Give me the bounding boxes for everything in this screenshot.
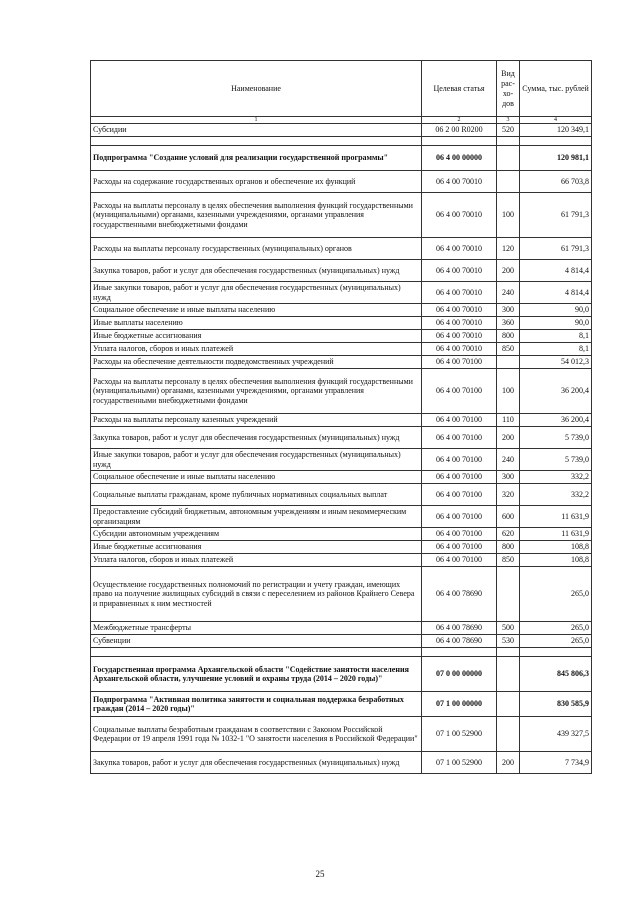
cell-sum: 8,1 — [520, 343, 592, 356]
cell-type: 850 — [497, 343, 520, 356]
spacer-cell — [497, 648, 520, 657]
cell-type — [497, 657, 520, 692]
cell-name: Иные выплаты населению — [91, 317, 422, 330]
table-row — [91, 369, 592, 414]
table-row — [91, 317, 592, 330]
table-spacer-row — [91, 648, 592, 657]
cell-name: Осуществление государственных полномочий по регистрации и учету граждан, имеющих право на получение жилищных субсидий в связи с переселением из районов Крайнего Севера и приравненных к ним местностей — [91, 567, 422, 622]
cell-sum: 4 814,4 — [520, 260, 592, 282]
cell-type: 500 — [497, 622, 520, 635]
spacer-cell — [91, 648, 422, 657]
table-row — [91, 567, 592, 622]
header-code: Целевая статья — [422, 61, 497, 117]
table-row — [91, 528, 592, 541]
cell-type — [497, 717, 520, 752]
cell-type — [497, 692, 520, 717]
cell-code: 06 4 00 70100 — [422, 506, 497, 528]
table-row — [91, 330, 592, 343]
cell-name: Иные закупки товаров, работ и услуг для обеспечения государственных (муниципальных) нужд — [91, 449, 422, 471]
cell-type: 320 — [497, 484, 520, 506]
cell-name: Социальное обеспечение и иные выплаты населению — [91, 471, 422, 484]
cell-sum: 61 791,3 — [520, 238, 592, 260]
cell-code: 06 4 00 70010 — [422, 171, 497, 193]
cell-name: Закупка товаров, работ и услуг для обеспечения государственных (муниципальных) нужд — [91, 427, 422, 449]
cell-code: 06 4 00 70100 — [422, 528, 497, 541]
cell-code: 06 4 00 78690 — [422, 622, 497, 635]
cell-name: Расходы на выплаты персоналу казенных учреждений — [91, 414, 422, 427]
spacer-cell — [422, 137, 497, 146]
cell-name: Расходы на выплаты персоналу в целях обеспечения выполнения функций государственными (муниципальными) органами, казенными учреждениями, органами управления государственными внебюджетными фондами — [91, 193, 422, 238]
cell-code: 06 4 00 70010 — [422, 317, 497, 330]
table-row — [91, 193, 592, 238]
header-sum: Сумма, тыс. рублей — [520, 61, 592, 117]
cell-type: 240 — [497, 282, 520, 304]
table-row — [91, 171, 592, 193]
cell-name: Уплата налогов, сборов и иных платежей — [91, 554, 422, 567]
table-row — [91, 427, 592, 449]
cell-type: 360 — [497, 317, 520, 330]
cell-type: 100 — [497, 193, 520, 238]
cell-name: Социальные выплаты безработным гражданам в соответствии с Законом Российской Федерации от 19 апреля 1991 года № 1032-1 "О занятости населения в Российской Федерации" — [91, 717, 422, 752]
cell-name: Расходы на выплаты персоналу в целях обеспечения выполнения функций государственными (муниципальными) органами, казенными учреждениями, органами управления государственными внебюджетными фондами — [91, 369, 422, 414]
table-row — [91, 356, 592, 369]
cell-sum: 845 806,3 — [520, 657, 592, 692]
column-index: 2 — [422, 117, 497, 124]
cell-type: 110 — [497, 414, 520, 427]
cell-sum: 332,2 — [520, 471, 592, 484]
cell-code: 06 4 00 70010 — [422, 330, 497, 343]
cell-type — [497, 146, 520, 171]
cell-sum: 830 585,9 — [520, 692, 592, 717]
budget-table — [90, 60, 592, 774]
cell-code: 06 4 00 70100 — [422, 541, 497, 554]
document-page — [90, 60, 591, 774]
cell-type: 800 — [497, 330, 520, 343]
table-row — [91, 304, 592, 317]
table-row — [91, 484, 592, 506]
cell-type: 520 — [497, 124, 520, 137]
cell-sum: 90,0 — [520, 304, 592, 317]
cell-name: Подпрограмма "Создание условий для реализации государственной программы" — [91, 146, 422, 171]
cell-sum: 108,8 — [520, 541, 592, 554]
cell-name: Иные бюджетные ассигнования — [91, 541, 422, 554]
cell-code: 07 0 00 00000 — [422, 657, 497, 692]
cell-code: 06 4 00 00000 — [422, 146, 497, 171]
cell-name: Расходы на содержание государственных органов и обеспечение их функций — [91, 171, 422, 193]
cell-code: 06 4 00 70010 — [422, 260, 497, 282]
cell-code: 06 4 00 70100 — [422, 427, 497, 449]
spacer-cell — [497, 137, 520, 146]
table-row — [91, 414, 592, 427]
table-row — [91, 635, 592, 648]
table-row — [91, 238, 592, 260]
table-row — [91, 752, 592, 774]
table-row — [91, 146, 592, 171]
cell-code: 06 4 00 70010 — [422, 304, 497, 317]
cell-code: 06 4 00 70100 — [422, 554, 497, 567]
cell-name: Межбюджетные трансферты — [91, 622, 422, 635]
cell-sum: 90,0 — [520, 317, 592, 330]
cell-code: 06 4 00 70010 — [422, 343, 497, 356]
cell-type: 120 — [497, 238, 520, 260]
cell-sum: 265,0 — [520, 567, 592, 622]
table-row — [91, 622, 592, 635]
cell-type: 530 — [497, 635, 520, 648]
cell-type: 100 — [497, 369, 520, 414]
cell-code: 06 4 00 78690 — [422, 635, 497, 648]
cell-code: 07 1 00 52900 — [422, 752, 497, 774]
cell-type: 300 — [497, 471, 520, 484]
cell-code: 07 1 00 00000 — [422, 692, 497, 717]
cell-type: 850 — [497, 554, 520, 567]
header-type: Вид рас-хо-дов — [497, 61, 520, 117]
cell-sum: 5 739,0 — [520, 449, 592, 471]
cell-sum: 7 734,9 — [520, 752, 592, 774]
cell-type: 800 — [497, 541, 520, 554]
column-index: 1 — [91, 117, 422, 124]
cell-name: Государственная программа Архангельской области "Содействие занятости населения Архангельской области, улучшение условий и охраны труда (2014 – 2020 годы)" — [91, 657, 422, 692]
cell-code: 06 4 00 70100 — [422, 471, 497, 484]
cell-sum: 54 012,3 — [520, 356, 592, 369]
cell-sum: 5 739,0 — [520, 427, 592, 449]
table-row — [91, 717, 592, 752]
table-row — [91, 692, 592, 717]
cell-name: Расходы на выплаты персоналу государственных (муниципальных) органов — [91, 238, 422, 260]
cell-code: 07 1 00 52900 — [422, 717, 497, 752]
spacer-cell — [422, 648, 497, 657]
cell-name: Подпрограмма "Активная политика занятости и социальная поддержка безработных граждан (2014 – 2020 годы)" — [91, 692, 422, 717]
cell-code: 06 4 00 70010 — [422, 238, 497, 260]
cell-name: Субсидии автономным учреждениям — [91, 528, 422, 541]
cell-type: 300 — [497, 304, 520, 317]
cell-name: Закупка товаров, работ и услуг для обеспечения государственных (муниципальных) нужд — [91, 260, 422, 282]
cell-sum: 108,8 — [520, 554, 592, 567]
table-row — [91, 449, 592, 471]
cell-name: Субвенции — [91, 635, 422, 648]
table-row — [91, 657, 592, 692]
cell-type: 200 — [497, 260, 520, 282]
cell-name: Социальные выплаты гражданам, кроме публичных нормативных социальных выплат — [91, 484, 422, 506]
table-row — [91, 124, 592, 137]
cell-sum: 439 327,5 — [520, 717, 592, 752]
cell-sum: 120 981,1 — [520, 146, 592, 171]
cell-code: 06 4 00 78690 — [422, 567, 497, 622]
cell-type: 240 — [497, 449, 520, 471]
cell-name: Субсидии — [91, 124, 422, 137]
spacer-cell — [520, 137, 592, 146]
column-index-row — [91, 117, 592, 124]
cell-name: Иные бюджетные ассигнования — [91, 330, 422, 343]
cell-sum: 36 200,4 — [520, 369, 592, 414]
cell-code: 06 2 00 R0200 — [422, 124, 497, 137]
cell-code: 06 4 00 70100 — [422, 369, 497, 414]
table-row — [91, 282, 592, 304]
cell-type: 200 — [497, 427, 520, 449]
cell-type — [497, 567, 520, 622]
cell-name: Уплата налогов, сборов и иных платежей — [91, 343, 422, 356]
page-number: 25 — [315, 869, 325, 879]
cell-sum: 265,0 — [520, 635, 592, 648]
cell-sum: 36 200,4 — [520, 414, 592, 427]
spacer-cell — [91, 137, 422, 146]
cell-type — [497, 171, 520, 193]
cell-sum: 332,2 — [520, 484, 592, 506]
cell-sum: 61 791,3 — [520, 193, 592, 238]
header-name: Наименование — [91, 61, 422, 117]
column-index: 4 — [520, 117, 592, 124]
table-row — [91, 471, 592, 484]
table-row — [91, 343, 592, 356]
cell-type: 600 — [497, 506, 520, 528]
cell-sum: 265,0 — [520, 622, 592, 635]
cell-name: Социальное обеспечение и иные выплаты населению — [91, 304, 422, 317]
cell-sum: 120 349,1 — [520, 124, 592, 137]
cell-code: 06 4 00 70100 — [422, 414, 497, 427]
cell-type: 200 — [497, 752, 520, 774]
cell-code: 06 4 00 70100 — [422, 356, 497, 369]
table-row — [91, 506, 592, 528]
spacer-cell — [520, 648, 592, 657]
table-row — [91, 260, 592, 282]
cell-sum: 11 631,9 — [520, 528, 592, 541]
cell-code: 06 4 00 70100 — [422, 449, 497, 471]
table-header-row — [91, 61, 592, 117]
table-row — [91, 541, 592, 554]
cell-type: 620 — [497, 528, 520, 541]
cell-code: 06 4 00 70100 — [422, 484, 497, 506]
table-row — [91, 554, 592, 567]
cell-sum: 8,1 — [520, 330, 592, 343]
cell-type — [497, 356, 520, 369]
cell-code: 06 4 00 70010 — [422, 282, 497, 304]
cell-sum: 66 703,8 — [520, 171, 592, 193]
column-index: 3 — [497, 117, 520, 124]
cell-name: Предоставление субсидий бюджетным, автономным учреждениям и иным некоммерческим организациям — [91, 506, 422, 528]
cell-sum: 4 814,4 — [520, 282, 592, 304]
cell-name: Закупка товаров, работ и услуг для обеспечения государственных (муниципальных) нужд — [91, 752, 422, 774]
table-spacer-row — [91, 137, 592, 146]
cell-name: Иные закупки товаров, работ и услуг для обеспечения государственных (муниципальных) нужд — [91, 282, 422, 304]
cell-name: Расходы на обеспечение деятельности подведомственных учреждений — [91, 356, 422, 369]
cell-code: 06 4 00 70010 — [422, 193, 497, 238]
cell-sum: 11 631,9 — [520, 506, 592, 528]
